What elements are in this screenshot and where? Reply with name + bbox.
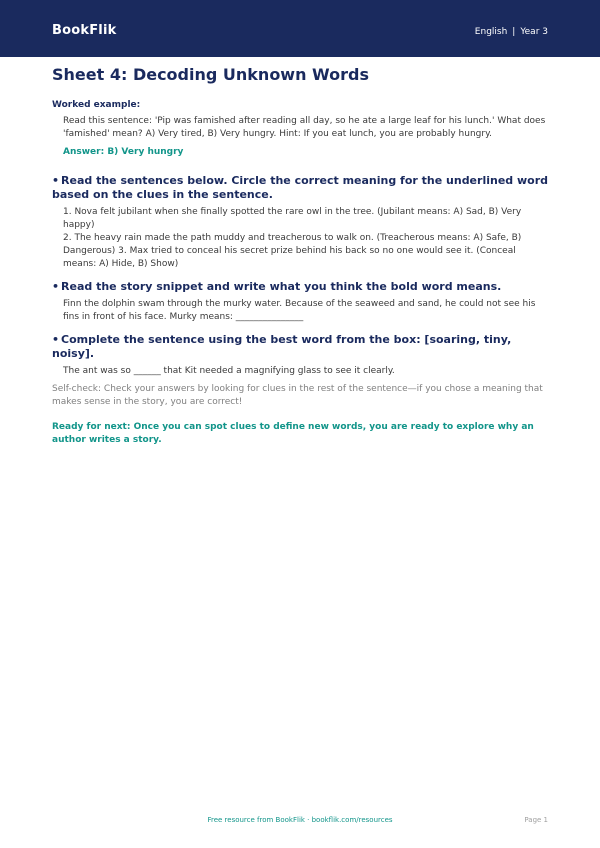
page-number: Page 1 bbox=[524, 816, 548, 824]
brand-logo-text[interactable]: BookFlik bbox=[52, 23, 117, 38]
worked-example-answer: Answer: B) Very hungry bbox=[63, 147, 184, 157]
subject-label: English bbox=[474, 27, 508, 37]
question-1-line-1: 1. Nova felt jubilant when she finally spotted the rare owl in the tree. (Jubilant means: A) Sad, B) Very happy) bbox=[63, 207, 522, 230]
ready-next-note: Ready for next: Once you can spot clues to define new words, you are ready to explore why an author writes a story. bbox=[52, 422, 534, 445]
question-1-heading bbox=[52, 174, 548, 202]
question-2-heading-text: Read the story snippet and write what you think the bold word means. bbox=[61, 280, 502, 293]
question-3-line-1: The ant was so ______ that Kit needed a magnifying glass to see it clearly. bbox=[63, 366, 395, 376]
question-2-heading bbox=[52, 280, 548, 294]
page-title: Sheet 4: Decoding Unknown Words bbox=[52, 65, 369, 84]
page-footer bbox=[0, 816, 600, 828]
header-meta bbox=[475, 27, 548, 37]
worked-example-label: Worked example: bbox=[52, 100, 141, 110]
worksheet-content bbox=[52, 65, 548, 447]
question-3 bbox=[52, 333, 548, 378]
header-bar bbox=[0, 0, 600, 57]
question-1-line-2: 2. The heavy rain made the path muddy and treacherous to walk on. (Treacherous means: A) Safe, B) Dangerous) 3. Max tried to conceal his secret prize behind his back so no one would see it. (Conceal means: A) Hide, B) Show) bbox=[63, 233, 522, 269]
bullet-icon: • bbox=[52, 280, 60, 293]
year-label: Year 3 bbox=[520, 27, 548, 37]
question-3-heading-text: Complete the sentence using the best word from the box: [soaring, tiny, noisy]. bbox=[52, 333, 512, 360]
worked-example-text: Read this sentence: 'Pip was famished after reading all day, so he ate a large leaf for his lunch.' What does 'famished' mean? A) Very tired, B) Very hungry. Hint: If you eat lunch, you are probably hungry. bbox=[63, 116, 546, 139]
question-3-heading bbox=[52, 333, 548, 361]
question-1 bbox=[52, 174, 548, 271]
bullet-icon: • bbox=[52, 333, 60, 346]
question-2 bbox=[52, 280, 548, 324]
worked-example-section bbox=[52, 99, 548, 158]
question-2-line-1: Finn the dolphin swam through the murky water. Because of the seaweed and sand, he could not see his fins in front of his face. Murky means: _______________ bbox=[63, 299, 536, 322]
bullet-icon: • bbox=[52, 174, 60, 187]
self-check-note: Self-check: Check your answers by looking for clues in the rest of the sentence—if you chose a meaning that makes sense in the story, you are correct! bbox=[52, 384, 543, 407]
question-1-heading-text: Read the sentences below. Circle the correct meaning for the underlined word based on the clues in the sentence. bbox=[52, 174, 549, 201]
meta-separator: | bbox=[512, 27, 516, 37]
footer-resource-link[interactable]: Free resource from BookFlik · bookflik.com/resources bbox=[207, 816, 393, 824]
